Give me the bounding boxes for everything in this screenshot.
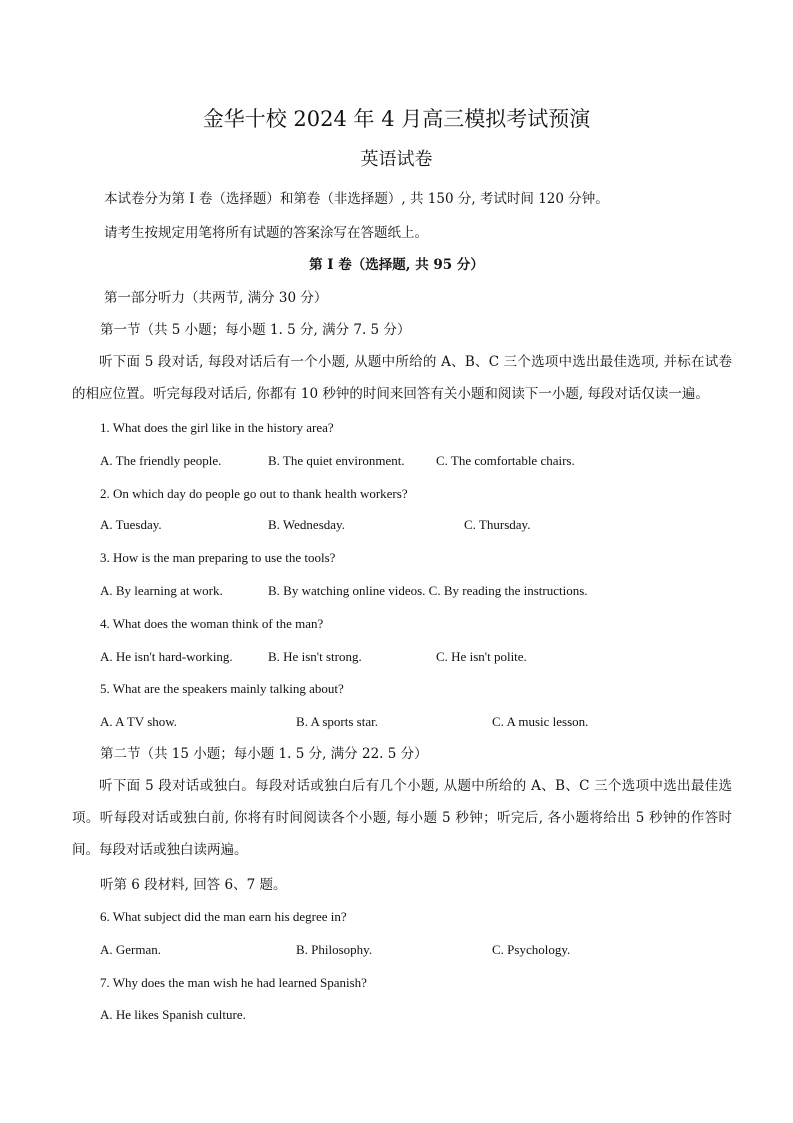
question-7: 7. Why does the man wish he had learned Spanish? [100,975,367,990]
q4-option-b[interactable]: B. He isn't strong. [268,649,362,664]
q1-option-a[interactable]: A. The friendly people. [100,453,222,468]
q3-option-b-c[interactable]: B. By watching online videos. C. By reading the instructions. [268,583,588,598]
q1-option-c[interactable]: C. The comfortable chairs. [436,453,575,468]
part1-heading: 第一部分听力（共两节, 满分 30 分） [104,290,328,306]
question-2: 2. On which day do people go out to thank health workers? [100,486,408,501]
intro-line-2: 请考生按规定用笔将所有试题的答案涂写在答题纸上。 [104,225,428,241]
question-1: 1. What does the girl like in the history area? [100,420,334,435]
volume-heading: 第 I 卷（选择题, 共 95 分） [309,257,484,273]
material-note: 听第 6 段材料, 回答 6、7 题。 [100,877,287,893]
q1-option-b[interactable]: B. The quiet environment. [268,453,405,468]
q5-option-b[interactable]: B. A sports star. [296,714,378,729]
q6-option-b[interactable]: B. Philosophy. [296,942,373,957]
section2-heading: 第二节（共 15 小题；每小题 1. 5 分, 满分 22. 5 分） [100,746,428,762]
question-3: 3. How is the man preparing to use the tools? [100,550,336,565]
q3-option-a[interactable]: A. By learning at work. [100,583,223,598]
section1-instructions: 听下面 5 段对话, 每段对话后有一个小题, 从题中所给的 A、B、C 三个选项中选出最佳选项, 并标在试卷的相应位置。听完每段对话后, 你都有 10 秒钟的时间来回答有关小题和阅读下一小题, 每段对话仅读一遍。 [72,354,732,402]
page-title: 金华十校 2024 年 4 月高三模拟考试预演 [202,107,591,131]
section1-heading: 第一节（共 5 小题；每小题 1. 5 分, 满分 7. 5 分） [100,322,411,338]
question-5: 5. What are the speakers mainly talking about? [100,681,344,696]
q2-option-b[interactable]: B. Wednesday. [268,517,345,532]
question-4: 4. What does the woman think of the man? [100,616,324,631]
page-subtitle: 英语试卷 [360,149,433,170]
q2-option-c[interactable]: C. Thursday. [464,517,531,532]
q6-option-a[interactable]: A. German. [100,942,162,957]
q6-option-c[interactable]: C. Psychology. [492,942,571,957]
question-6: 6. What subject did the man earn his degree in? [100,909,347,924]
q5-option-c[interactable]: C. A music lesson. [492,714,589,729]
q5-option-a[interactable]: A. A TV show. [100,714,178,729]
q7-option-a[interactable]: A. He likes Spanish culture. [100,1007,246,1022]
intro-line-1: 本试卷分为第 I 卷（选择题）和第卷（非选择题）, 共 150 分, 考试时间 120 分钟。 [104,191,609,207]
q4-option-c[interactable]: C. He isn't polite. [436,649,527,664]
q2-option-a[interactable]: A. Tuesday. [100,517,162,532]
q4-option-a[interactable]: A. He isn't hard-working. [100,649,233,664]
section2-instructions: 听下面 5 段对话或独白。每段对话或独白后有几个小题, 从题中所给的 A、B、C 三个选项中选出最佳选项。听每段对话或独白前, 你将有时间阅读各个小题, 每小题 5 秒钟；听完后, 各小题将给出 5 秒钟的作答时间。每段对话或独白读两遍。 [72,778,732,858]
